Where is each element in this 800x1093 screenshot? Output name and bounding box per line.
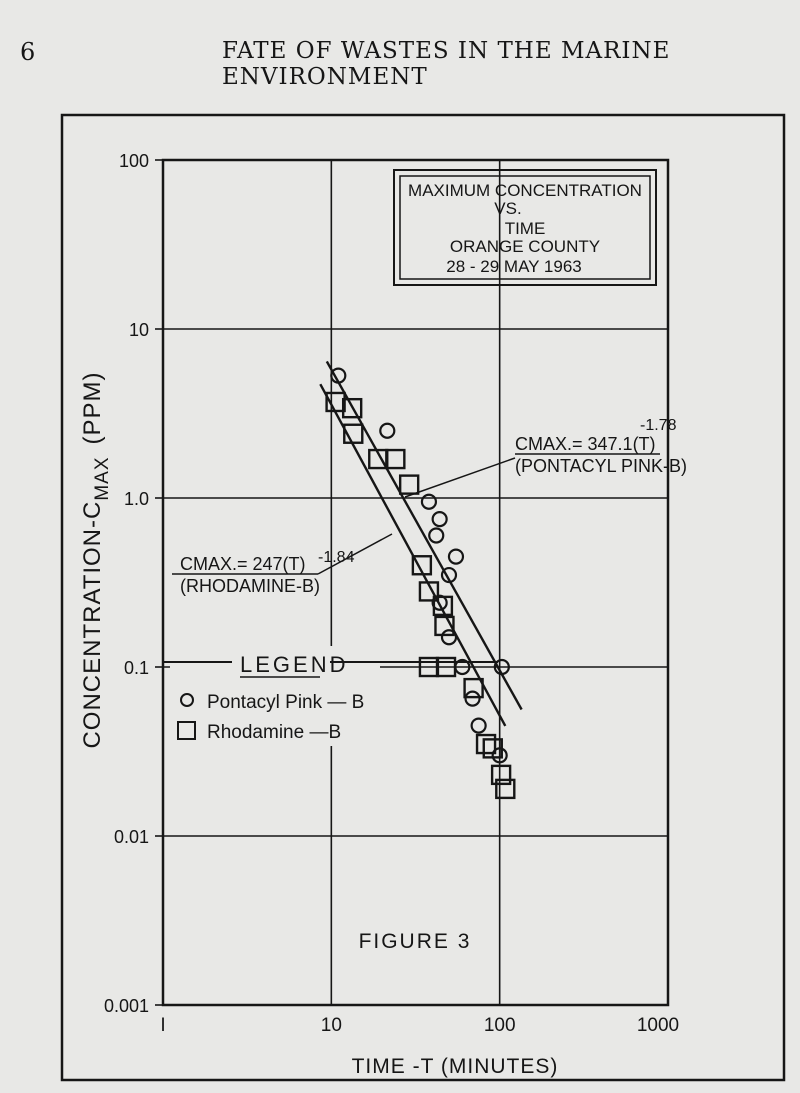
y-tick-label: 1.0 (123, 489, 149, 509)
legend-item-pontacyl: Pontacyl Pink — B (207, 692, 365, 713)
data-point-rhodamine (492, 766, 510, 784)
y-axis-label (79, 371, 113, 748)
data-point-rhodamine (400, 476, 418, 494)
y-axis-ticks (104, 151, 163, 1016)
annotation-pontacyl-equation: CMAX.= 347.1(T) (515, 434, 656, 454)
data-point-pontacyl (449, 550, 463, 564)
annotation-rhodamine-label: (RHODAMINE-B) (180, 576, 320, 596)
data-point-pontacyl (380, 424, 394, 438)
legend-title: LEGEND (240, 652, 349, 677)
annotation-pontacyl-leader (405, 458, 515, 497)
x-tick-label: 100 (483, 1015, 516, 1036)
y-tick-label: 0.01 (113, 827, 149, 847)
y-axis-label-units: (PPM) (79, 371, 106, 445)
annotation-rhodamine (172, 534, 392, 596)
title-line-1: MAXIMUM CONCENTRATION (408, 181, 642, 200)
y-tick-label: 100 (118, 151, 149, 171)
data-point-pontacyl (472, 719, 486, 733)
title-line-5: 28 - 29 MAY 1963 (446, 257, 582, 276)
title-line-4: ORANGE COUNTY (449, 237, 601, 256)
y-tick-label: 10 (128, 320, 149, 340)
data-point-rhodamine (386, 450, 404, 468)
annotation-pontacyl-exponent: -1.78 (640, 417, 677, 434)
data-point-pontacyl (429, 528, 443, 542)
annotation-rhodamine-equation: CMAX.= 247(T) (180, 554, 306, 574)
y-tick-label: 0.1 (123, 658, 149, 678)
x-axis-ticks (160, 1015, 679, 1036)
figure-caption: FIGURE 3 (358, 930, 472, 953)
legend (163, 646, 498, 746)
running-head: FATE OF WASTES IN THE MARINE ENVIRONMENT (222, 38, 671, 90)
y-axis-label-main: CONCENTRATION-C (79, 500, 106, 749)
x-axis-label: TIME -T (MINUTES) (351, 1055, 559, 1078)
title-line-2: VS. (494, 199, 522, 218)
x-tick-label: 1000 (636, 1015, 680, 1036)
annotation-pontacyl-label: (PONTACYL PINK-B) (515, 456, 688, 476)
annotation-rhodamine-exponent: -1.84 (318, 549, 355, 566)
title-box (394, 170, 656, 285)
data-point-pontacyl (422, 495, 436, 509)
data-point-rhodamine (477, 735, 495, 753)
title-line-3: TIME (504, 219, 546, 238)
data-point-pontacyl (466, 692, 480, 706)
svg-text:CONCENTRATION-CMAX(PPM) (79, 371, 113, 748)
x-tick-label: 10 (320, 1015, 342, 1036)
y-tick-label: 0.001 (103, 996, 149, 1016)
page-number: 6 (20, 38, 36, 66)
legend-item-rhodamine: Rhodamine —B (207, 722, 342, 743)
data-point-pontacyl (433, 512, 447, 526)
annotation-pontacyl (405, 417, 687, 497)
y-axis-label-sub: MAX (92, 456, 113, 501)
x-tick-label: I (160, 1015, 166, 1036)
